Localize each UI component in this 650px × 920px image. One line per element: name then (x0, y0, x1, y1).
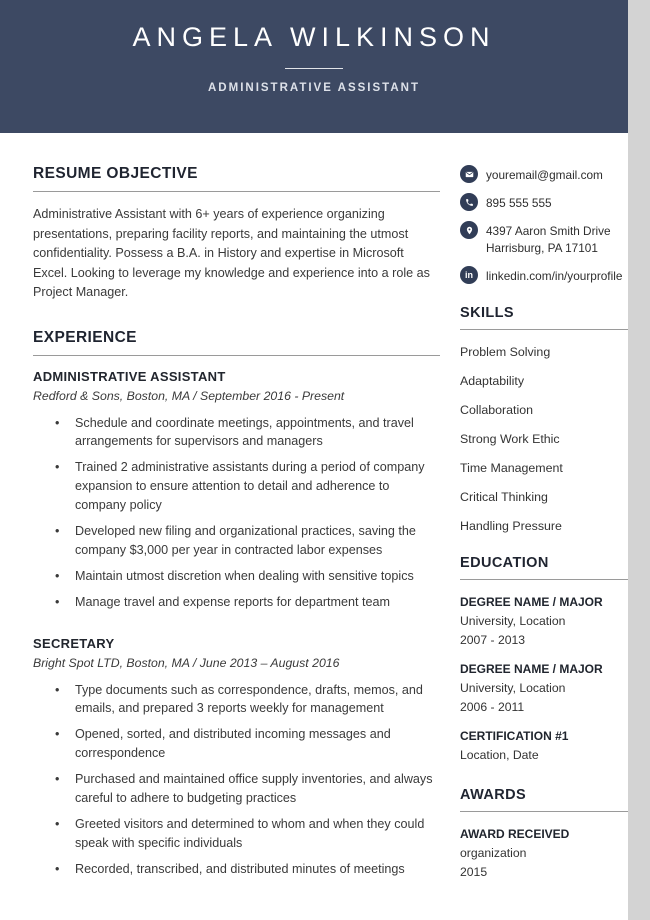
linkedin-glyph: in (465, 269, 473, 280)
contact-row-address (460, 221, 628, 257)
job-bullet-list (33, 414, 440, 612)
location-pin-icon (460, 221, 478, 239)
linkedin-icon (460, 266, 478, 284)
education-entry-line: Location, Date (460, 748, 539, 763)
contact-line: Harrisburg, PA 17101 (486, 241, 598, 256)
education-entry-line: 2007 - 2013 (460, 633, 526, 648)
job-meta: Redford & Sons, Boston, MA / September 2016 - Present (33, 388, 345, 403)
skill-item: Problem Solving (460, 345, 551, 360)
education-entry-title: DEGREE NAME / MAJOR (460, 662, 603, 677)
section-education (460, 555, 628, 765)
section-awards (460, 787, 628, 882)
contact-block (460, 165, 628, 285)
section-experience (33, 329, 440, 879)
education-entry (460, 662, 628, 717)
contact-row-email (460, 165, 628, 184)
contact-text (486, 221, 611, 257)
job-bullet: • Opened, sorted, and distributed incoming messages and correspondence (55, 725, 440, 763)
education-entry-line: University, Location (460, 614, 566, 629)
sidebar-column (460, 165, 628, 905)
contact-text (486, 266, 622, 285)
job-meta: Bright Spot LTD, Boston, MA / June 2013 – August 2016 (33, 655, 340, 670)
job-bullet: • Schedule and coordinate meetings, appointments, and travel arrangements for supervisors and managers (55, 414, 440, 452)
job-title: ADMINISTRATIVE ASSISTANT (33, 368, 226, 384)
email-icon (460, 165, 478, 183)
objective-heading: RESUME OBJECTIVE (33, 165, 440, 192)
education-heading: EDUCATION (460, 555, 628, 580)
education-entry-title: DEGREE NAME / MAJOR (460, 595, 603, 610)
skill-item: Handling Pressure (460, 519, 562, 534)
resume-header (0, 0, 628, 133)
section-skills (460, 305, 628, 533)
education-entry-line: 2006 - 2011 (460, 700, 525, 715)
contact-row-phone (460, 193, 628, 212)
education-entry-title: CERTIFICATION #1 (460, 729, 569, 744)
job-entry-secretary (33, 636, 440, 879)
job-bullet: • Type documents such as correspondence, drafts, memos, and emails, and prepared 3 reports weekly for management (55, 681, 440, 719)
skill-item: Strong Work Ethic (460, 432, 560, 447)
page-right-margin (628, 0, 650, 920)
skills-heading: SKILLS (460, 305, 628, 330)
contact-text (486, 193, 552, 212)
awards-heading: AWARDS (460, 787, 628, 812)
job-entry-administrative-assistant (33, 369, 440, 612)
skill-item: Critical Thinking (460, 490, 548, 505)
education-entry-certification (460, 729, 628, 765)
award-entry-title: AWARD RECEIVED (460, 827, 570, 841)
skill-item: Time Management (460, 461, 563, 476)
education-entry-line: University, Location (460, 681, 566, 696)
person-job-title: ADMINISTRATIVE ASSISTANT (208, 82, 420, 94)
header-divider (285, 68, 343, 69)
skill-item: Collaboration (460, 403, 534, 418)
section-resume-objective (33, 165, 440, 303)
contact-line: 895 555 555 (486, 196, 552, 211)
job-bullet: • Trained 2 administrative assistants during a period of company expansion to ensure attention to detail and adherence to company policy (55, 458, 440, 515)
job-title: SECRETARY (33, 635, 115, 651)
objective-text: Administrative Assistant with 6+ years of experience organizing presentations, preparing facility reports, and maintaining the utmost confidentiality. Possess a B.A. in History and expertise in Microsoft Excel. Looking to leverage my knowledge and experience into a role as Project Manager. (33, 207, 430, 300)
job-bullet: • Manage travel and expense reports for department team (55, 593, 440, 612)
phone-icon (460, 193, 478, 211)
contact-text (486, 165, 603, 184)
job-bullet: • Recorded, transcribed, and distributed minutes of meetings (55, 860, 440, 879)
job-bullet: • Maintain utmost discretion when dealing with sensitive topics (55, 567, 440, 586)
award-entry (460, 827, 628, 882)
job-bullet-list (33, 681, 440, 879)
contact-line: linkedin.com/in/yourprofile (486, 269, 623, 284)
resume-body (0, 133, 628, 920)
contact-line: 4397 Aaron Smith Drive (486, 224, 611, 239)
job-bullet: • Developed new filing and organizational practices, saving the company $3,000 per year in contracted labor expenses (55, 522, 440, 560)
experience-heading: EXPERIENCE (33, 329, 440, 356)
main-column (33, 165, 440, 905)
job-bullet: • Greeted visitors and determined to whom and when they could speak with specific individuals (55, 815, 440, 853)
education-entry (460, 595, 628, 650)
award-entry-line: organization (460, 846, 527, 860)
contact-row-linkedin (460, 266, 628, 285)
contact-line: youremail@gmail.com (486, 168, 603, 182)
job-bullet: • Purchased and maintained office supply inventories, and always careful to adhere to budgeting practices (55, 770, 440, 808)
skill-item: Adaptability (460, 374, 525, 389)
award-entry-line: 2015 (460, 864, 488, 879)
person-name: ANGELA WILKINSON (132, 22, 496, 52)
